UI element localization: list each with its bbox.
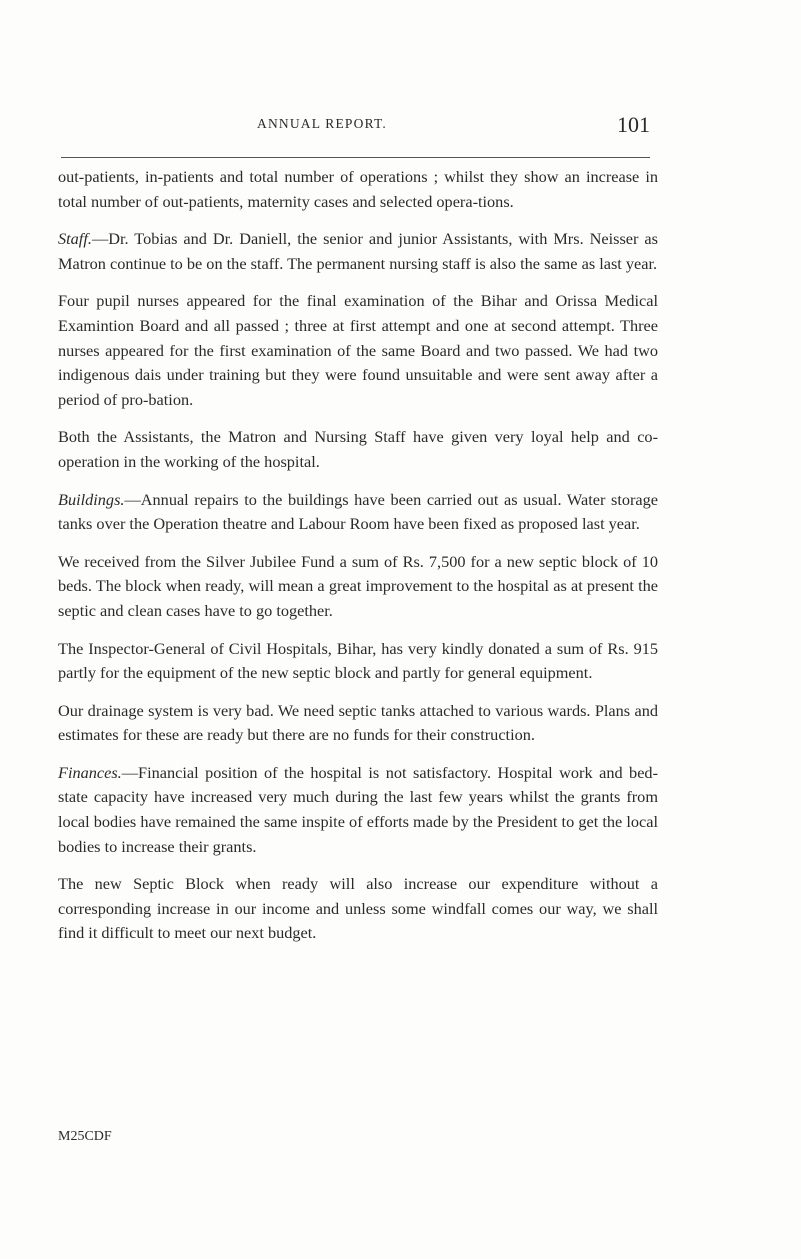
page-number: 101 [617, 112, 650, 137]
paragraph-text: The new Septic Block when ready will also increase our expenditure without a corresponding increase in our income and unless some windfall comes our way, we shall find it difficult to meet our next budget. [58, 874, 658, 943]
paragraph-3 [58, 289, 658, 412]
running-title: ANNUAL REPORT. [257, 116, 387, 131]
paragraph-6 [58, 550, 658, 624]
paragraph-text: —Financial position of the hospital is not satisfactory. Hospital work and bed-state capacity have increased very much during the last few years whilst the grants from local bodies have remained the same inspite of efforts made by the President to get the local bodies to increase their grants. [58, 762, 658, 856]
paragraph-staff [58, 227, 658, 276]
page-header [0, 112, 801, 138]
paragraph-text: —Dr. Tobias and Dr. Daniell, the senior and junior Assistants, with Mrs. Neisser as Matron continue to be on the staff. The permanent nursing staff is also the same as last year. [58, 229, 658, 273]
paragraph-text: Both the Assistants, the Matron and Nursing Staff have given very loyal help and co-operation in the working of the hospital. [58, 427, 658, 471]
paragraph-4 [58, 425, 658, 474]
paragraph-buildings [58, 488, 658, 537]
paragraph-8 [58, 699, 658, 748]
paragraph-text: —Annual repairs to the buildings have been carried out as usual. Water storage tanks over the Operation theatre and Labour Room have been fixed as proposed last year. [58, 489, 658, 534]
paragraph-text: Our drainage system is very bad. We need septic tanks attached to various wards. Plans and estimates for these are ready but there are no funds for their construction. [58, 700, 658, 745]
header-rule [61, 157, 650, 158]
paragraph-text: The Inspector-General of Civil Hospitals, Bihar, has very kindly donated a sum of Rs. 915 partly for the equipment of the new septic block and partly for general equipment. [58, 638, 658, 683]
paragraph-lead: Buildings. [58, 489, 125, 509]
paragraph-lead: Staff. [58, 229, 92, 249]
paragraph-10 [58, 872, 658, 946]
paragraph-text: out-patients, in-patients and total number of operations ; whilst they show an increase in total number of out-patients, maternity cases and selected opera-tions. [58, 167, 658, 211]
paragraph-lead: Finances. [58, 762, 122, 782]
body-text [58, 165, 658, 959]
paragraph-1 [58, 165, 658, 214]
paragraph-text: Four pupil nurses appeared for the final examination of the Bihar and Orissa Medical Examintion Board and all passed ; three at first attempt and one at second attempt. Three nurses appeared for the first examination of the same Board and two passed. We had two indigenous dais under training but they were found unsuitable and were sent away after a period of pro-bation. [58, 291, 658, 409]
paragraph-finances [58, 761, 658, 859]
paragraph-text: We received from the Silver Jubilee Fund a sum of Rs. 7,500 for a new septic block of 10 beds. The block when ready, will mean a great improvement to the hospital as at present the septic and clean cases have to go together. [58, 551, 658, 620]
print-code: M25CDF [58, 1129, 112, 1144]
paragraph-7 [58, 637, 658, 686]
